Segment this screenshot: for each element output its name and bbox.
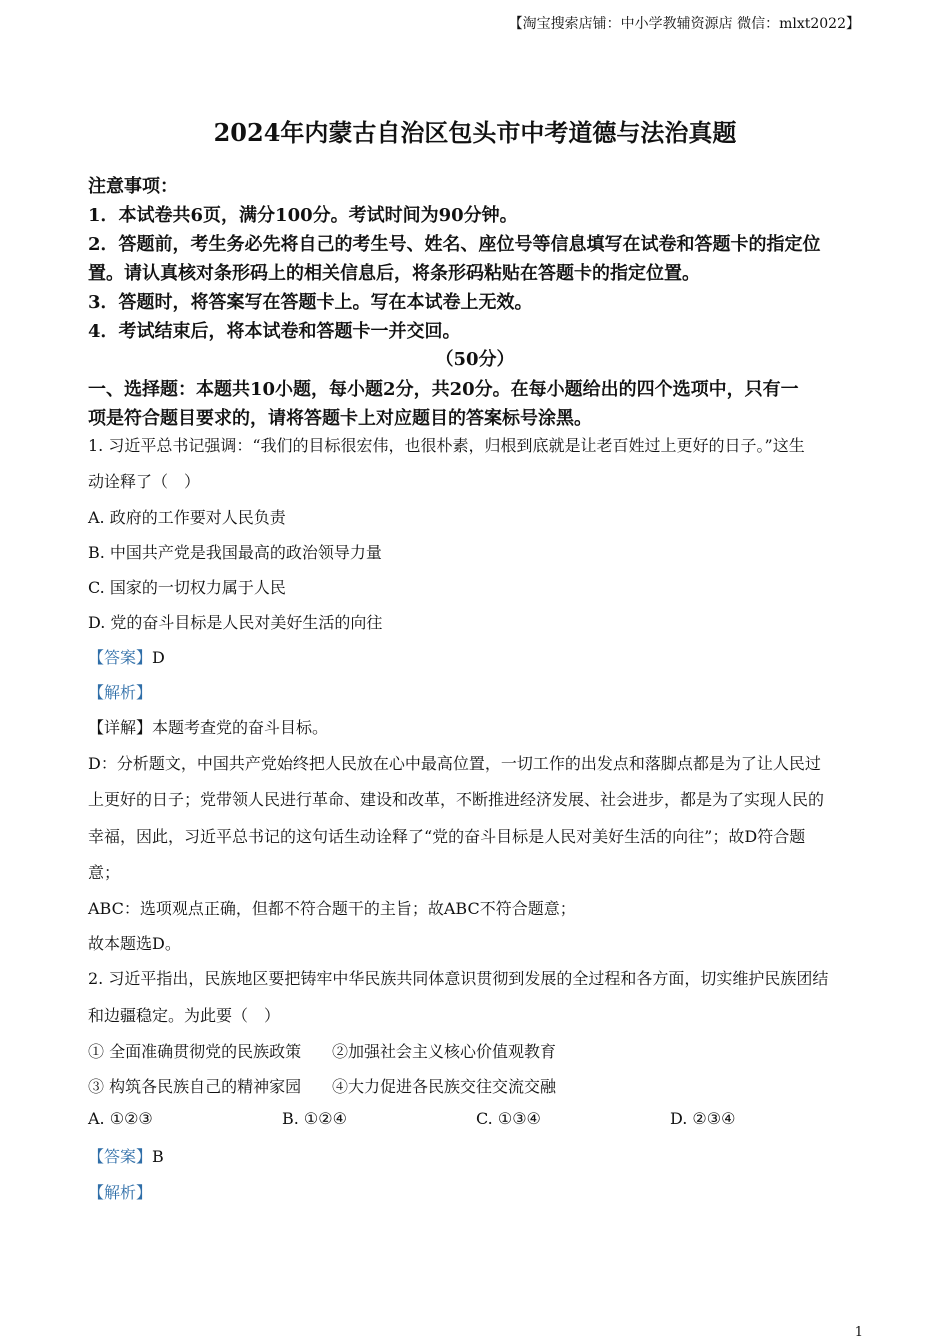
note-item: 3．答题时，将答案写在答题卡上。写在本试卷上无效。	[88, 292, 533, 313]
page-title: 2024年内蒙古自治区包头市中考道德与法治真题	[213, 118, 737, 147]
answer-label: 【答案】	[88, 648, 153, 667]
q2-stem: 2. 习近平指出，民族地区要把铸牢中华民族共同体意识贯彻到发展的全过程和各方面，切实维护民族团结	[88, 969, 829, 988]
q2-item: ④大力促进各民族交往交流交融	[332, 1077, 557, 1096]
q2-item: ③ 构筑各民族自己的精神家园	[88, 1077, 302, 1096]
note-item: 1．本试卷共6页，满分100分。考试时间为90分钟。	[88, 205, 518, 226]
detail-label: 【详解】	[88, 718, 153, 737]
notes-heading: 注意事项：	[88, 176, 178, 197]
q1-option: A. 政府的工作要对人民负责	[88, 508, 286, 527]
q1-explain: 意；	[88, 863, 121, 882]
note-item: 2．答题前，考生务必先将自己的考生号、姓名、座位号等信息填写在试卷和答题卡的指定位	[88, 234, 821, 255]
q2-item: ②加强社会主义核心价值观教育	[332, 1042, 557, 1061]
q2-option: C. ①③④	[476, 1109, 541, 1128]
answer-label: 【答案】	[88, 1147, 153, 1166]
q1-option: B. 中国共产党是我国最高的政治领导力量	[88, 543, 382, 562]
q1-stem: 动诠释了（ ）	[88, 472, 201, 491]
answer-value: B	[152, 1147, 164, 1166]
answer-value: D	[152, 648, 165, 667]
q2-stem: 和边疆稳定。为此要（ ）	[88, 1006, 281, 1025]
q1-stem: 1. 习近平总书记强调：“我们的目标很宏伟，也很朴素，归根到底就是让老百姓过上更好的日子。”这生	[88, 436, 805, 455]
section-score: （50分）	[435, 349, 515, 370]
note-item: 4．考试结束后，将本试卷和答题卡一并交回。	[88, 321, 461, 342]
page-number: 1	[854, 1325, 863, 1340]
q2-analysis-label: 【解析】	[88, 1183, 153, 1202]
note-item: 置。请认真核对条形码上的相关信息后，将条形码粘贴在答题卡的指定位置。	[88, 263, 700, 284]
q2-answer	[88, 1144, 164, 1167]
q2-item: ① 全面准确贯彻党的民族政策	[88, 1042, 302, 1061]
q1-explain: D：分析题文，中国共产党始终把人民放在心中最高位置，一切工作的出发点和落脚点都是为了让人民过	[88, 754, 821, 773]
q1-option: D. 党的奋斗目标是人民对美好生活的向往	[88, 613, 383, 632]
section-instruction: 一、选择题：本题共10小题，每小题2分，共20分。在每小题给出的四个选项中，只有一	[88, 379, 799, 400]
header-note: 【淘宝搜索店铺：中小学教辅资源店 微信：mlxt2022】	[508, 16, 860, 32]
detail-text: 本题考查党的奋斗目标。	[152, 718, 329, 737]
q1-option: C. 国家的一切权力属于人民	[88, 578, 286, 597]
q2-option: B. ①②④	[282, 1109, 347, 1128]
q1-analysis-label: 【解析】	[88, 683, 153, 702]
q2-option: D. ②③④	[670, 1109, 736, 1128]
q1-explain: 幸福，因此，习近平总书记的这句话生动诠释了“党的奋斗目标是人民对美好生活的向往”；故D符合题	[88, 827, 806, 846]
q1-explain: 上更好的日子；党带领人民进行革命、建设和改革，不断推进经济发展、社会进步，都是为了实现人民的	[88, 790, 825, 809]
q1-explain: ABC：选项观点正确，但都不符合题干的主旨；故ABC不符合题意；	[88, 899, 576, 918]
q1-detail	[88, 715, 328, 738]
section-instruction: 项是符合题目要求的，请将答题卡上对应题目的答案标号涂黑。	[88, 408, 592, 429]
q1-answer	[88, 645, 165, 668]
q2-option: A. ①②③	[88, 1109, 153, 1128]
q1-explain: 故本题选D。	[88, 934, 181, 953]
